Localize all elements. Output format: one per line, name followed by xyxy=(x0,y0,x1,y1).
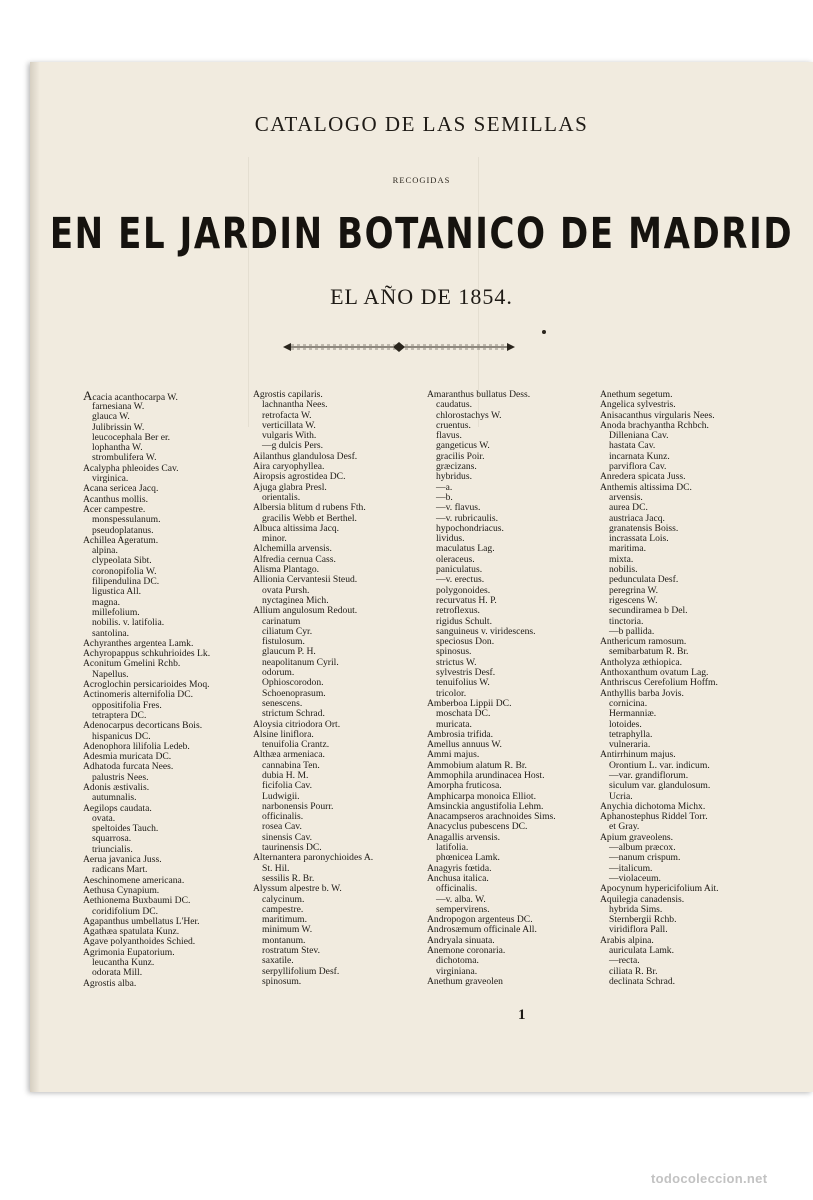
species-entry: tetraphylla. xyxy=(609,729,653,740)
species-entry: —v. flavus. xyxy=(436,503,481,514)
catalog-page xyxy=(30,62,813,1092)
species-entry: græcizans. xyxy=(436,462,477,473)
species-entry: maritimum. xyxy=(262,915,308,926)
species-entry: palustris Nees. xyxy=(92,772,149,783)
species-entry: moschata DC. xyxy=(436,709,491,720)
species-entry: retrofacta W. xyxy=(262,410,312,421)
species-entry: polygonoides. xyxy=(436,585,491,596)
species-entry: gangeticus W. xyxy=(436,441,490,452)
species-entry: Achyranthes argentea Lamk. xyxy=(83,638,194,649)
species-entry: rostratum Stev. xyxy=(262,946,320,957)
decorative-rule xyxy=(283,342,515,352)
species-entry: flavus. xyxy=(436,431,462,442)
species-entry: glaucum P. H. xyxy=(262,647,316,658)
species-entry: Aegilops caudata. xyxy=(83,803,152,814)
species-entry: —violaceum. xyxy=(609,873,661,884)
species-entry: Aeschinomene americana. xyxy=(83,875,185,886)
species-entry: Aethusa Cynapium. xyxy=(83,885,160,896)
species-entry: tinctoria. xyxy=(609,616,644,627)
species-entry: ovata. xyxy=(92,813,116,824)
species-entry: alpina. xyxy=(92,546,118,557)
species-entry: —b. xyxy=(436,492,453,503)
species-entry: tetraptera DC. xyxy=(92,710,147,721)
species-entry: mixta. xyxy=(609,554,634,565)
species-entry: Althæa armeniaca. xyxy=(253,750,325,761)
species-entry: Acalypha phleoides Cav. xyxy=(83,463,179,474)
species-entry: incrassata Lois. xyxy=(609,534,669,545)
species-entry: virginica. xyxy=(92,474,129,485)
species-entry: Aconitum Gmelini Rchb. xyxy=(83,659,181,670)
species-entry: filipendulina DC. xyxy=(92,577,160,588)
species-entry: retroflexus. xyxy=(436,606,480,617)
species-entry: Aerua javanica Juss. xyxy=(83,855,162,866)
species-entry: ovata Pursh. xyxy=(262,585,310,596)
year-title: EL AÑO DE 1854. xyxy=(330,284,513,309)
species-entry: virginiana. xyxy=(436,966,478,977)
species-entry: paniculatus. xyxy=(436,565,483,576)
species-entry: arvensis. xyxy=(609,492,643,503)
species-entry: lividus. xyxy=(436,534,465,545)
species-entry: strictum Schrad. xyxy=(262,709,325,720)
species-entry: Alisma Plantago. xyxy=(253,565,320,576)
species-entry: Anacampseros arachnoides Sims. xyxy=(427,812,556,823)
species-entry: squarrosa. xyxy=(92,834,132,845)
species-entry: —v. rubricaulis. xyxy=(436,513,498,524)
species-entry: orientalis. xyxy=(262,492,301,503)
species-entry: Ajuga glabra Presl. xyxy=(253,482,327,493)
species-entry: secundiramea b Del. xyxy=(609,606,688,617)
species-entry: minimum W. xyxy=(262,925,313,936)
species-entry: Angelica sylvestris. xyxy=(600,400,676,411)
species-entry: Aira caryophyllea. xyxy=(253,462,325,473)
species-entry: Adenocarpus decorticans Bois. xyxy=(83,721,203,732)
species-entry: Alternantera paronychioides A. xyxy=(253,853,374,864)
species-entry: dichotoma. xyxy=(436,956,479,967)
species-entry: Adesmia muricata DC. xyxy=(83,752,172,763)
species-entry: Sternbergii Rchb. xyxy=(609,915,677,926)
species-entry: Agrostis capilaris. xyxy=(253,390,323,400)
species-entry: Aquilegia canadensis. xyxy=(600,894,685,905)
species-entry: saxatile. xyxy=(262,956,294,967)
species-entry: sempervirens. xyxy=(436,904,490,915)
species-entry: Airopsis agrostidea DC. xyxy=(253,472,346,483)
species-entry: gracilis Webb et Berthel. xyxy=(262,513,357,524)
species-entry: recurvatus H. P. xyxy=(436,595,497,606)
species-entry: Hermanniæ. xyxy=(609,709,657,720)
species-entry: ciliata R. Br. xyxy=(609,966,658,977)
species-entry: neapolitanum Cyril. xyxy=(262,657,339,668)
catalog-title: CATALOGO DE LAS SEMILLAS xyxy=(254,112,589,136)
species-entry: lotoides. xyxy=(609,719,642,730)
species-entry: Androsæmum officinale All. xyxy=(427,925,537,936)
species-entry: fistulosum. xyxy=(262,637,305,648)
species-entry: peregrina W. xyxy=(609,585,659,596)
species-entry: cruentus. xyxy=(436,420,471,431)
garden-title: EN EL JARDIN BOTANICO DE MADRID xyxy=(49,209,794,259)
species-entry: nobilis. v. latifolia. xyxy=(92,618,165,629)
species-entry: rosea Cav. xyxy=(262,822,302,833)
species-entry: verticillata W. xyxy=(262,420,316,431)
species-entry: —v. alba. W. xyxy=(436,894,486,905)
species-entry: Ambrosia trifida. xyxy=(427,729,494,740)
species-entry: millefolium. xyxy=(92,607,140,618)
species-entry: Anredera spicata Juss. xyxy=(600,472,686,483)
species-entry: glauca W. xyxy=(92,412,130,423)
watermark: todocoleccion.net xyxy=(651,1171,768,1186)
species-entry: Ammobium alatum R. Br. xyxy=(427,760,527,771)
species-entry: rigescens W. xyxy=(609,595,658,606)
species-entry: Achyropappus schkuhrioides Lk. xyxy=(83,649,211,660)
species-entry: Actinomeris alternifolia DC. xyxy=(83,690,194,701)
species-entry: Acana sericea Jacq. xyxy=(83,484,159,495)
species-entry: Alsine liniflora. xyxy=(253,729,314,740)
species-entry: strombulifera W. xyxy=(92,453,157,464)
species-entry: viridiflora Pall. xyxy=(609,925,668,936)
species-entry: Anisacanthus virgularis Nees. xyxy=(600,410,715,421)
species-entry: Adhatoda furcata Nees. xyxy=(83,762,174,773)
species-entry: Albersia blitum d rubens Fth. xyxy=(253,503,366,514)
species-entry: rigidus Schult. xyxy=(436,616,492,627)
species-entry: Ammophila arundinacea Host. xyxy=(427,770,545,781)
species-entry: tenuifolius W. xyxy=(436,678,490,689)
species-entry: Ophioscorodon. xyxy=(262,678,324,689)
species-entry: St. Hil. xyxy=(262,863,290,874)
species-entry: austriaca Jacq. xyxy=(609,513,665,524)
catalog-subtitle: RECOGIDAS xyxy=(392,175,451,185)
species-entry: sylvestris Desf. xyxy=(436,668,496,679)
species-entry: Ailanthus glandulosa Desf. xyxy=(253,451,358,462)
species-entry: hastata Cav. xyxy=(609,441,656,452)
species-entry: Anethum segetum. xyxy=(600,390,673,400)
species-entry: farnesiana W. xyxy=(92,402,145,412)
species-entry: incarnata Kunz. xyxy=(609,451,670,462)
species-entry: aurea DC. xyxy=(609,503,648,514)
species-column-2 xyxy=(253,390,425,1030)
species-entry: senescens. xyxy=(262,698,303,709)
species-entry: cannabina Ten. xyxy=(262,760,320,771)
species-entry: Alchemilla arvensis. xyxy=(253,544,332,555)
species-entry: declinata Schrad. xyxy=(609,976,676,987)
species-entry: sessilis R. Br. xyxy=(262,873,315,884)
species-entry: Antirrhinum majus. xyxy=(600,750,676,761)
species-entry: granatensis Boiss. xyxy=(609,523,679,534)
species-entry: campestre. xyxy=(262,904,304,915)
species-entry: hispanicus DC. xyxy=(92,731,151,742)
species-entry: Acanthus mollis. xyxy=(83,494,149,505)
species-entry: Anthericum ramosum. xyxy=(600,637,687,648)
species-entry: sinensis Cav. xyxy=(262,832,313,843)
species-entry: Anchusa italica. xyxy=(427,873,489,884)
species-entry: sanguineus v. viridescens. xyxy=(436,626,536,637)
species-entry: odorata Mill. xyxy=(92,968,143,979)
species-entry: Napellus. xyxy=(92,669,129,680)
species-entry: narbonensis Pourr. xyxy=(262,801,334,812)
species-entry: tenuifolia Crantz. xyxy=(262,740,330,751)
species-entry: Adonis æstivalis. xyxy=(83,782,150,793)
species-entry: Anthemis altissima DC. xyxy=(600,482,692,493)
species-entry: Aphanostephus Riddel Torr. xyxy=(600,812,708,823)
species-entry: et Gray. xyxy=(609,822,640,833)
species-entry: —recta. xyxy=(609,956,640,967)
species-entry: —b pallida. xyxy=(609,626,655,637)
species-entry: Amphicarpa monoica Elliot. xyxy=(427,791,536,802)
species-entry: Aethionema Buxbaumi DC. xyxy=(83,896,191,907)
species-entry: ficifolia Cav. xyxy=(262,781,312,792)
species-entry: clypeolata Sibt. xyxy=(92,556,152,567)
species-entry: —album præcox. xyxy=(609,843,676,854)
species-entry: Agrimonia Eupatorium. xyxy=(83,947,175,958)
species-entry: caudatus. xyxy=(436,400,472,411)
species-entry: montanum. xyxy=(262,935,306,946)
species-entry: Amsinckia angustifolia Lehm. xyxy=(427,801,544,812)
species-entry: vulneraria. xyxy=(609,740,651,751)
species-entry: —var. grandiflorum. xyxy=(609,770,689,781)
species-entry: tricolor. xyxy=(436,688,467,699)
species-entry: Alyssum alpestre b. W. xyxy=(253,884,342,895)
species-entry: Anthyllis barba Jovis. xyxy=(600,688,684,699)
species-entry: siculum var. glandulosum. xyxy=(609,781,711,792)
species-entry: Acacia acanthocarpa W. xyxy=(83,390,178,402)
species-entry: muricata. xyxy=(436,719,472,730)
species-entry: Acer campestre. xyxy=(83,504,146,515)
species-entry: spinosum. xyxy=(262,976,302,987)
species-entry: Ludwigii. xyxy=(262,791,300,802)
species-entry: Alfredia cernua Cass. xyxy=(253,554,336,565)
species-entry: minor. xyxy=(262,534,287,545)
species-entry: Andropogon argenteus DC. xyxy=(427,915,533,926)
species-entry: Dilleniana Cav. xyxy=(609,431,669,442)
species-entry: Julibrissin W. xyxy=(92,422,145,433)
species-entry: Apocynum hypericifolium Ait. xyxy=(600,884,719,895)
species-entry: ligustica All. xyxy=(92,587,142,598)
page-number: 1 xyxy=(518,1007,526,1023)
species-entry: Anacyclus pubescens DC. xyxy=(427,822,528,833)
species-column-3 xyxy=(427,390,599,1030)
species-entry: Allium angulosum Redout. xyxy=(253,606,358,617)
species-entry: parviflora Cav. xyxy=(609,462,667,473)
species-entry: Arabis alpina. xyxy=(600,935,654,946)
species-entry: Albuca altissima Jacq. xyxy=(253,523,340,534)
species-entry: Amaranthus bullatus Dess. xyxy=(427,390,531,400)
species-entry: Anethum graveolen xyxy=(427,976,503,987)
species-entry: spinosus. xyxy=(436,647,472,658)
species-entry: radicans Mart. xyxy=(92,865,148,876)
species-entry: ciliatum Cyr. xyxy=(262,626,313,637)
species-entry: Aloysia citriodora Ort. xyxy=(253,719,341,730)
species-entry: odorum. xyxy=(262,668,295,679)
species-entry: leucantha Kunz. xyxy=(92,958,155,969)
species-entry: monspessulanum. xyxy=(92,515,161,526)
species-entry: triuncialis. xyxy=(92,844,133,855)
species-entry: oleraceus. xyxy=(436,554,475,565)
species-entry: oppositifolia Fres. xyxy=(92,700,162,711)
species-entry: Anagallis arvensis. xyxy=(427,832,501,843)
species-entry: hybridus. xyxy=(436,472,472,483)
species-entry: Adenophora lilifolia Ledeb. xyxy=(83,741,190,752)
species-entry: Ammi majus. xyxy=(427,750,480,761)
species-column-4 xyxy=(600,390,772,1030)
species-entry: serpyllifolium Desf. xyxy=(262,966,340,977)
species-entry: santolina. xyxy=(92,628,130,639)
species-entry: autumnalis. xyxy=(92,793,137,804)
species-entry: hypochondriacus. xyxy=(436,523,504,534)
species-entry: Orontium L. var. indicum. xyxy=(609,760,710,771)
species-entry: Agave polyanthoides Schied. xyxy=(83,937,196,948)
species-entry: latifolia. xyxy=(436,843,469,854)
species-entry: Anychia dichotoma Michx. xyxy=(600,801,706,812)
species-entry: cornicina. xyxy=(609,698,648,709)
species-entry: calycinum. xyxy=(262,894,305,905)
species-entry: leucocephala Ber er. xyxy=(92,432,171,443)
species-entry: Amellus annuus W. xyxy=(427,740,502,751)
species-entry: auriculata Lamk. xyxy=(609,946,674,957)
species-entry: Amorpha fruticosa. xyxy=(427,781,502,792)
species-entry: —nanum crispum. xyxy=(609,853,681,864)
species-entry: Amberboa Lippii DC. xyxy=(427,698,512,709)
species-entry: maritima. xyxy=(609,544,647,555)
species-entry: Antholyza æthiopica. xyxy=(600,657,683,668)
species-entry: lophantha W. xyxy=(92,443,143,454)
species-entry: speltoides Tauch. xyxy=(92,824,159,835)
species-column-1 xyxy=(83,390,255,1030)
species-entry: pseudoplatanus. xyxy=(92,525,154,536)
species-entry: Anthriscus Cerefolium Hoffm. xyxy=(600,678,718,689)
species-entry: —v. erectus. xyxy=(436,575,485,586)
species-entry: hybrida Sims. xyxy=(609,904,663,915)
species-entry: Agrostis alba. xyxy=(83,978,137,989)
species-entry: semibarbatum R. Br. xyxy=(609,647,689,658)
species-entry: Anoda brachyantha Rchbch. xyxy=(600,420,709,431)
species-entry: Andryala sinuata. xyxy=(427,935,495,946)
species-entry: carinatum xyxy=(262,616,301,627)
species-entry: coridifolium DC. xyxy=(92,906,159,917)
species-entry: nyctaginea Mich. xyxy=(262,595,329,606)
species-entry: —italicum. xyxy=(609,863,653,874)
ink-dot xyxy=(542,330,546,334)
species-entry: strictus W. xyxy=(436,657,477,668)
species-entry: —a. xyxy=(436,482,453,493)
species-entry: lachnantha Nees. xyxy=(262,400,328,411)
species-entry: Allionia Cervantesii Steud. xyxy=(253,575,358,586)
species-entry: Acroglochin persicarioides Moq. xyxy=(83,680,210,691)
species-entry: Agathæa spatulata Kunz. xyxy=(83,927,180,938)
species-entry: Apium graveolens. xyxy=(600,832,674,843)
species-entry: gracilis Poir. xyxy=(436,451,485,462)
species-entry: Agapanthus umbellatus L'Her. xyxy=(83,916,200,927)
species-entry: pedunculata Desf. xyxy=(609,575,679,586)
species-entry: chlorostachys W. xyxy=(436,410,502,421)
species-entry: Anagyris fœtida. xyxy=(427,863,492,874)
species-entry: officinalis. xyxy=(262,812,304,823)
species-entry: officinalis. xyxy=(436,884,478,895)
species-entry: coronopifolia W. xyxy=(92,566,157,577)
species-entry: magna. xyxy=(92,597,120,608)
species-entry: Anthoxanthum ovatum Lag. xyxy=(600,668,709,679)
species-entry: maculatus Lag. xyxy=(436,544,495,555)
species-entry: nobilis. xyxy=(609,565,638,576)
species-entry: Ucria. xyxy=(609,791,633,802)
species-entry: Schoenoprasum. xyxy=(262,688,326,699)
species-entry: —g dulcis Pers. xyxy=(262,441,324,452)
species-entry: dubia H. M. xyxy=(262,770,309,781)
species-entry: Anemone coronaria. xyxy=(427,946,506,957)
species-entry: taurinensis DC. xyxy=(262,843,322,854)
species-entry: Achillea Ageratum. xyxy=(83,535,159,546)
species-entry: phœnicea Lamk. xyxy=(436,853,500,864)
species-entry: speciosus Don. xyxy=(436,637,495,648)
species-entry: vulgaris With. xyxy=(262,431,317,442)
